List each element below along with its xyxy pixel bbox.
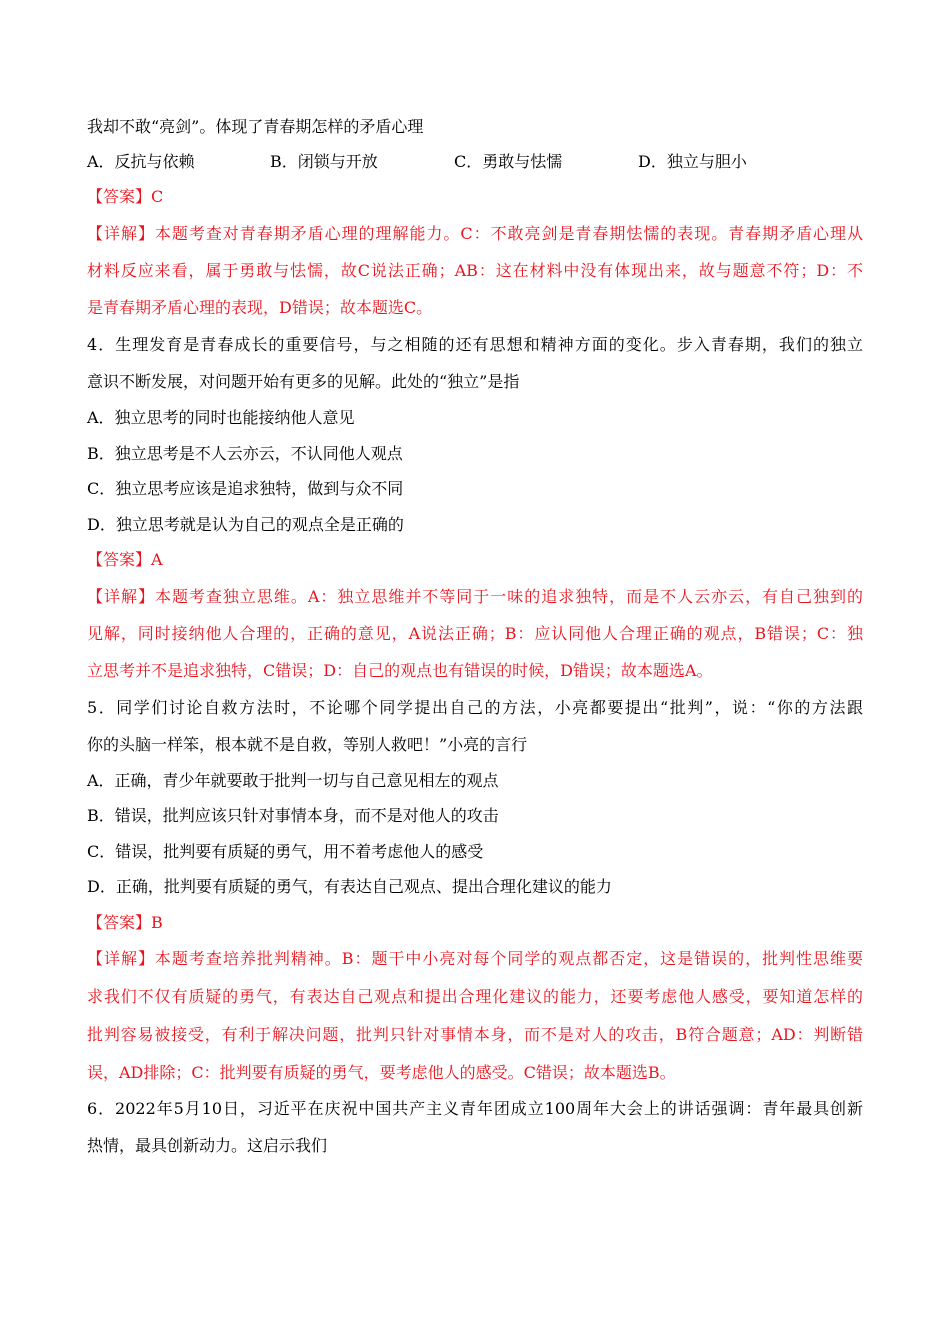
- q4-answer: 【答案】A: [87, 550, 163, 569]
- q4-stem-line: 4．生理发育是青春成长的重要信号，与之相随的还有思想和精神方面的变化。步入青春期，我们的独立: [87, 335, 863, 354]
- q3-option-a: A．反抗与依赖: [87, 152, 195, 171]
- q3-explain-line: 是青春期矛盾心理的表现，D错误；故本题选C。: [87, 298, 433, 317]
- q5-option-d: D．正确，批判要有质疑的勇气，有表达自己观点、提出合理化建议的能力: [87, 877, 612, 896]
- q4-option-b: B．独立思考是不人云亦云，不认同他人观点: [87, 444, 403, 463]
- q4-explain-line: 【详解】本题考查独立思维。A：独立思维并不等同于一味的追求独特，而是不人云亦云，有自己独到的: [87, 587, 863, 606]
- q5-explain-line: 误，AD排除；C：批判要有质疑的勇气，要考虑他人的感受。C错误；故本题选B。: [87, 1063, 676, 1082]
- q5-stem-line: 你的头脑一样笨，根本就不是自救，等别人救吧！”小亮的言行: [87, 735, 528, 754]
- q5-stem-line: 5．同学们讨论自救方法时，不论哪个同学提出自己的方法，小亮都要提出“批判”，说：“你的方法跟: [87, 698, 863, 717]
- q3-stem: 我却不敢“亮剑”。体现了青春期怎样的矛盾心理: [87, 117, 424, 136]
- q3-explain-line: 材料反应来看，属于勇敢与怯懦，故C说法正确；AB：这在材料中没有体现出来，故与题意不符；D：不: [87, 261, 863, 280]
- q5-option-b: B．错误，批判应该只针对事情本身，而不是对他人的攻击: [87, 806, 499, 825]
- q3-answer: 【答案】C: [87, 187, 164, 206]
- q3-option-d: D．独立与胆小: [638, 152, 747, 171]
- q5-option-c: C．错误，批判要有质疑的勇气，用不着考虑他人的感受: [87, 842, 484, 861]
- q5-explain-line: 求我们不仅有质疑的勇气，有表达自己观点和提出合理化建议的能力，还要考虑他人感受，要知道怎样的: [87, 987, 863, 1006]
- q4-option-d: D．独立思考就是认为自己的观点全是正确的: [87, 515, 404, 534]
- q4-explain-line: 立思考并不是追求独特，C错误；D：自己的观点也有错误的时候，D错误；故本题选A。: [87, 661, 713, 680]
- q4-option-a: A．独立思考的同时也能接纳他人意见: [87, 408, 355, 427]
- q4-option-c: C．独立思考应该是追求独特，做到与众不同: [87, 479, 404, 498]
- q3-option-b: B．闭锁与开放: [270, 152, 378, 171]
- q5-option-a: A．正确，青少年就要敢于批判一切与自己意见相左的观点: [87, 771, 499, 790]
- q5-answer: 【答案】B: [87, 913, 163, 932]
- q6-stem-line: 6．2022年5月10日，习近平在庆祝中国共产主义青年团成立100周年大会上的讲话强调：青年最具创新: [87, 1099, 863, 1118]
- q4-explain-line: 见解，同时接纳他人合理的，正确的意见，A说法正确；B：应认同他人合理正确的观点，B错误；C：独: [87, 624, 863, 643]
- q5-explain-line: 批判容易被接受，有利于解决问题，批判只针对事情本身，而不是对人的攻击，B符合题意；AD：判断错: [87, 1025, 863, 1044]
- q3-explain-line: 【详解】本题考查对青春期矛盾心理的理解能力。C：不敢亮剑是青春期怯懦的表现。青春期矛盾心理从: [87, 224, 863, 243]
- q6-stem-line: 热情，最具创新动力。这启示我们: [87, 1136, 328, 1155]
- q3-option-c: C．勇敢与怯懦: [454, 152, 563, 171]
- q5-explain-line: 【详解】本题考查培养批判精神。B：题干中小亮对每个同学的观点都否定，这是错误的，批判性思维要: [87, 949, 863, 968]
- q4-stem-line: 意识不断发展，对问题开始有更多的见解。此处的“独立”是指: [87, 372, 520, 391]
